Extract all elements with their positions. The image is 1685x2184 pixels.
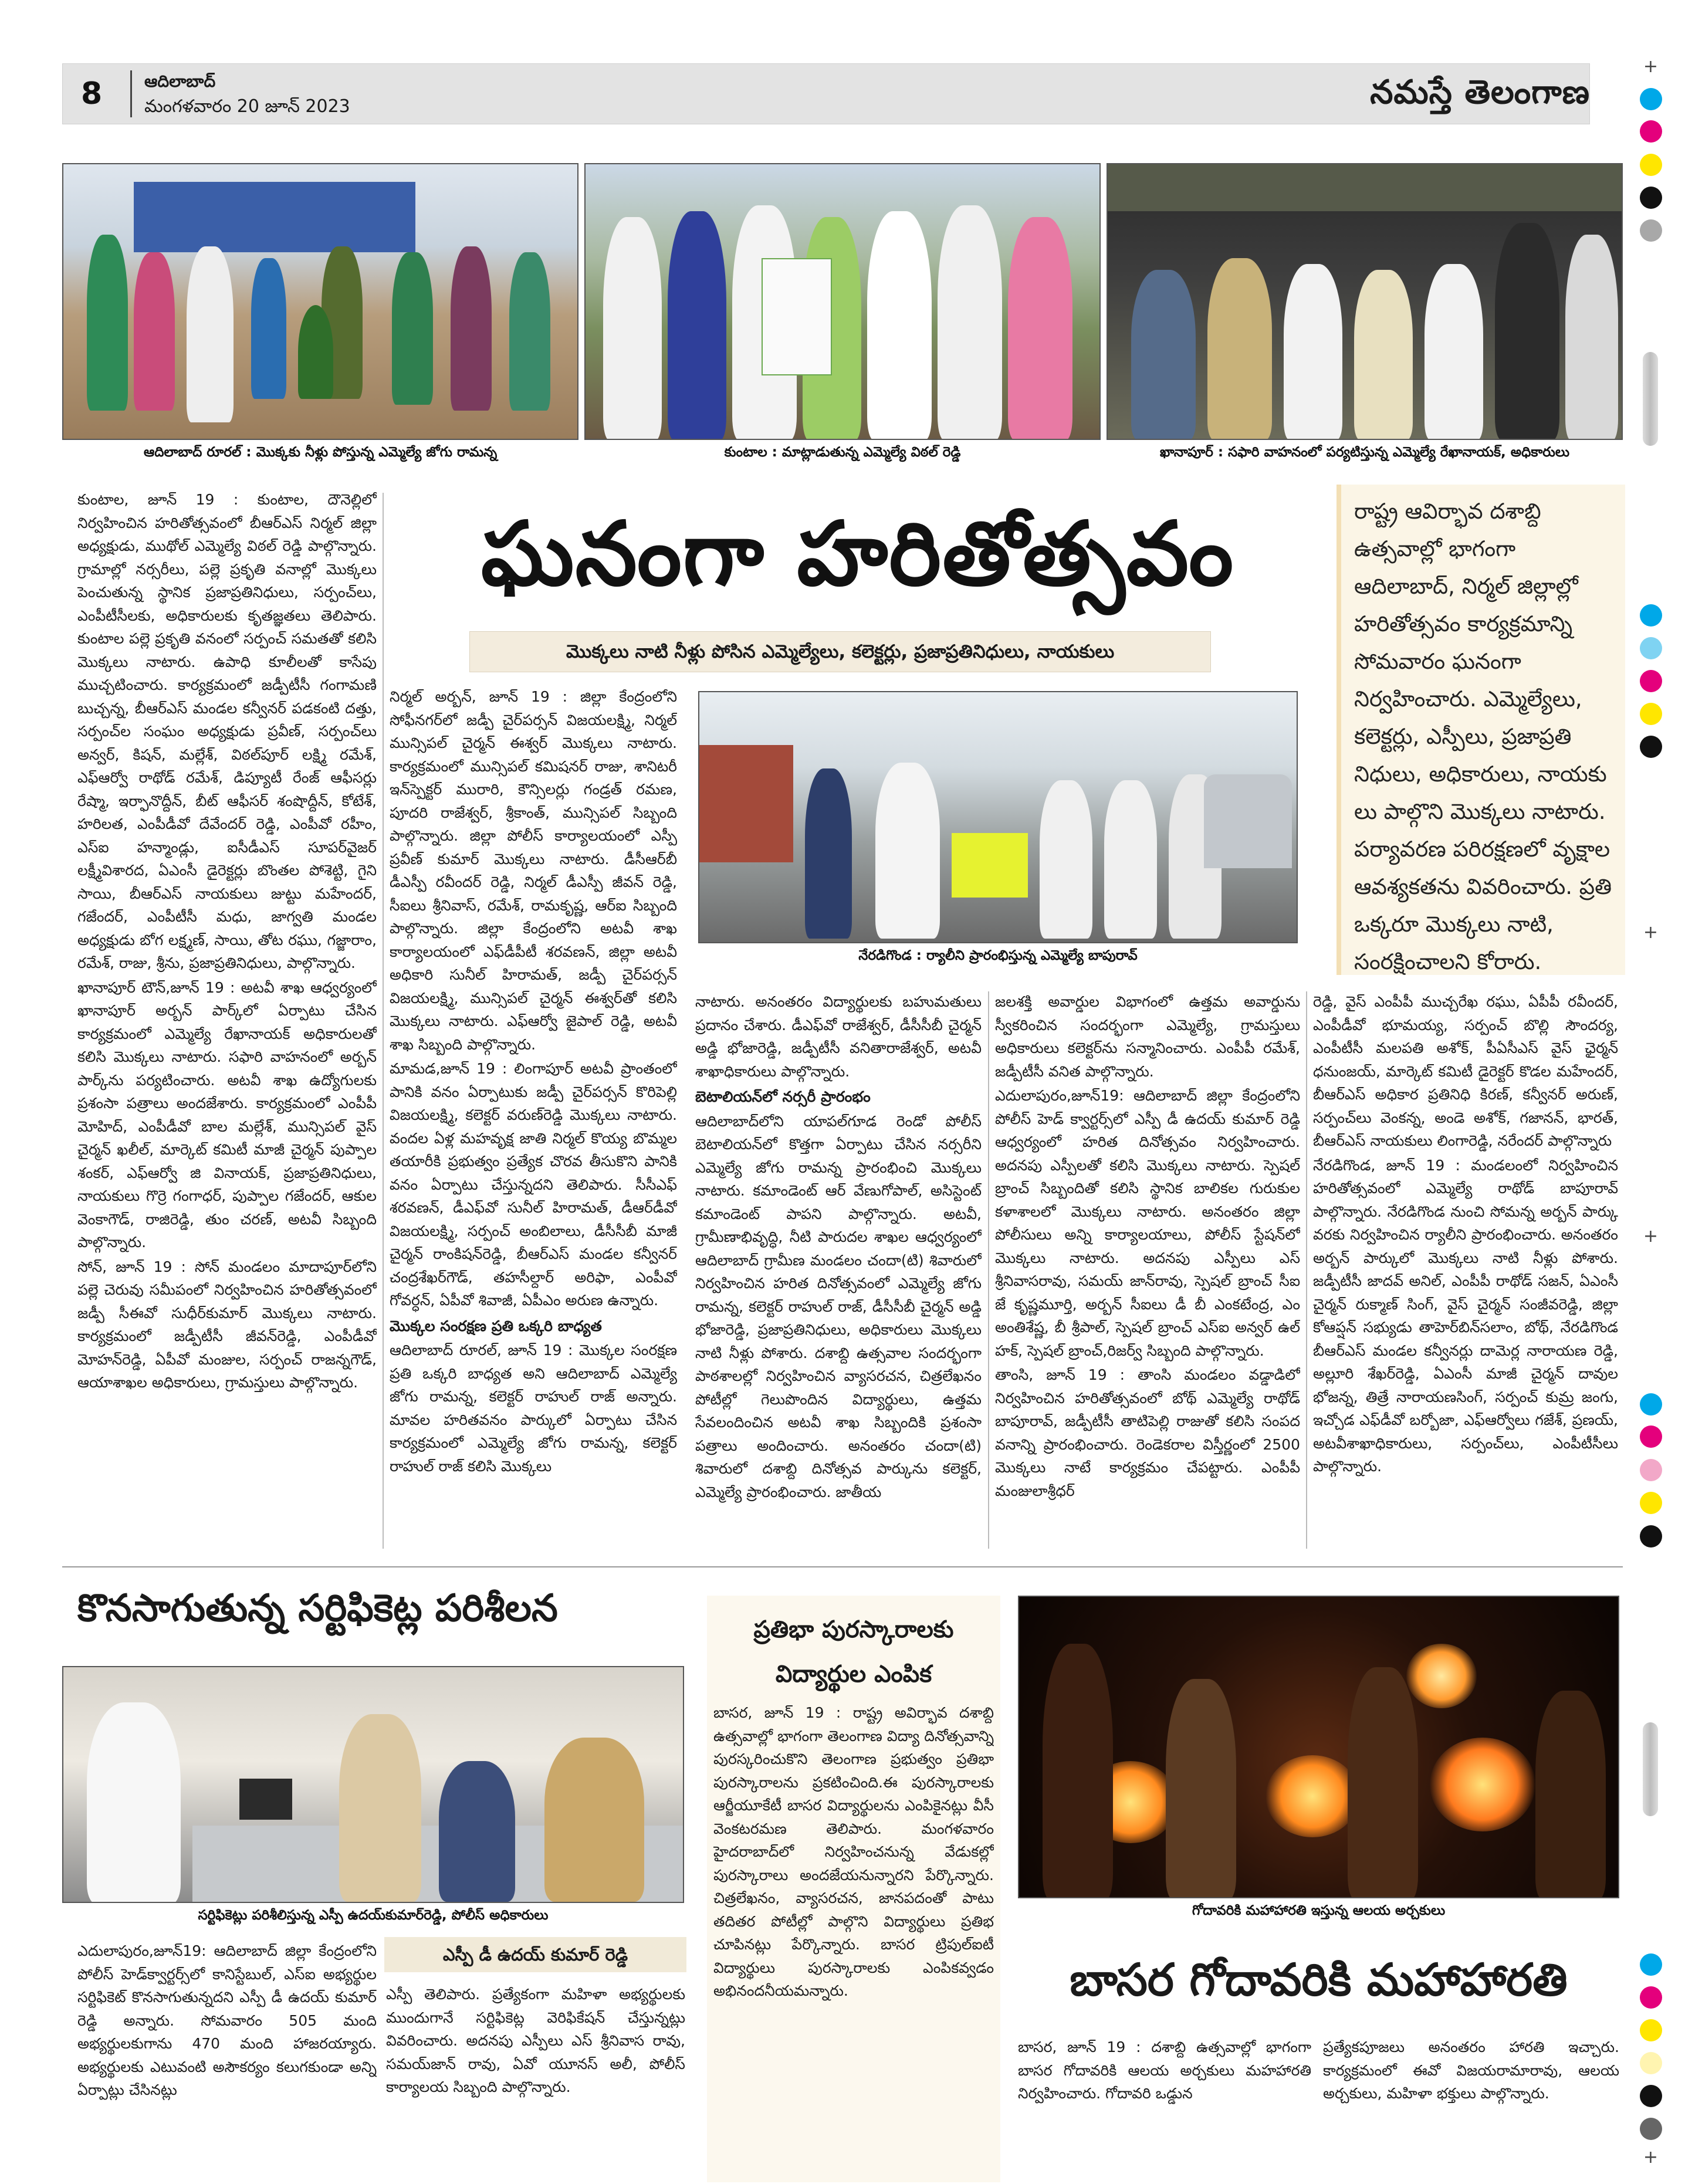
photo-caption: కుంటాల : మాట్లాడుతున్న ఎమ్మెల్యే విఠల్ రెడ్డి bbox=[724, 445, 961, 460]
main-headline: ఘనంగా హరితోత్సవం bbox=[481, 503, 1235, 605]
masthead-logo: నమస్తే తెలంగాణ bbox=[1370, 73, 1590, 111]
crop-plus-icon: + bbox=[1643, 1226, 1658, 1247]
grey-dot-icon bbox=[1640, 219, 1662, 242]
article-paragraph: ఎదులాపురం,జూన్19: ఆదిలాబాద్ జిల్లా కేంద్రంలోని పోలీస్ హెడ్ క్వార్టర్స్‌లో ఎస్పీ డీ ఉదయ్ కుమార్ రెడ్డి ఆధ్వర్యంలో హరిత దినోత్సవం నిర్వహించారు. అదనపు ఎస్పీలతో కలిసి మొక్కలు నాటారు. స్పెషల్ బ్రాంచ్ సిబ్బందితో కలిసి స్థానిక బాలికల గురుకుల కళాశాలలో మొక్కలు నాటారు. అనంతరం జిల్లా పోలీసులు అన్ని కార్యాలయాలు, పోలీస్ స్టేషన్‌లో మొక్కలు నాటారు. అదనపు ఎస్పీలు ఎస్ శ్రీనివాసరావు, సమయ్ జాన్‌రావు, స్పెషల్ బ్రాంచ్ సీఐ జే కృష్ణమూర్తి, అర్బన్ సీఐలు డీ బీ ఎంకటేంద్ర, ఎం అంతిశేష్ణ, బీ శ్రీపాల్, స్పెషల్ బ్రాంచ్ ఎస్‌ఐ అన్వర్ ఉల్ హక్, స్పెషల్ బ్రాంచ్,రిజర్వ్ సిబ్బంది పాల్గొన్నారు. bbox=[995, 1087, 1300, 1359]
magenta-dot-icon bbox=[1640, 1425, 1662, 1448]
article-subheading: మొక్కల సంరక్షణ ప్రతి ఒక్కరి బాధ్యత bbox=[390, 1317, 602, 1335]
award-column bbox=[713, 1701, 994, 2159]
photo-caption: ఆదిలాబాద్ రూరల్ : మొక్కకు నీళ్లు పోస్తున్న ఎమ్మెల్యే జోగు రామన్న bbox=[143, 445, 498, 460]
black-dot-icon bbox=[1640, 187, 1662, 209]
black-dot-icon bbox=[1640, 1525, 1662, 1548]
issue-date: మంగళవారం 20 జూన్ 2023 bbox=[144, 96, 350, 117]
basara-column-b bbox=[1323, 2036, 1619, 2165]
story-summary-box: రాష్ట్ర ఆవిర్భావ దశాబ్ది ఉత్సవాల్లో భాగంగా ఆదిలాబాద్, నిర్మల్ జిల్లాల్లో హరితోత్సవం కార్యక్రమాన్ని సోమవారం ఘనంగా నిర్వహించారు. ఎమ్మెల్యేలు, కలెక్టర్లు, ఎస్పీలు, ప్రజాప్రతి నిధులు, అధికారులు, నాయకు లు పాల్గొని మొక్కలు నాటారు. పర్యావరణ పరిరక్షణలో వృక్షాల ఆవశ్యకతను వివరించారు. ప్రతి ఒక్కరూ మొక్కలు నాటి, సంరక్షించాలని కోరారు. bbox=[1337, 485, 1625, 975]
article-paragraph: రెడ్డి, వైస్ ఎంపీపీ ముచ్చరేఖ రఘు, ఏపీపీ రవీందర్, ఎంపీడీవో భూమయ్య, సర్పంచ్ బొల్లి సౌందర్య, ఎంపీటీసీ మలపతి అశోక్, పీఏసీఎస్ వైస్ ఛైర్మన్ ధనుంజయ్, మార్కెట్ కమిటీ డైరెక్టర్ కొడల మహేందర్, బీఆర్ఎస్ అధికార ప్రతినిధి కిరణ్, కన్వీనర్ అరుణ్, సర్పంచ్‌లు వెంకన్న, అండె అశోక్, గజానన్, భారత్, బీఆర్ఎస్ నాయకులు లింగారెడ్డి, నరేందర్ పాల్గొన్నారు bbox=[1313, 993, 1618, 1149]
yellow-dot-icon bbox=[1640, 2019, 1662, 2041]
monitor-shape bbox=[239, 1779, 292, 1820]
car-shape bbox=[1204, 774, 1292, 868]
cert-headline: కొనసాగుతున్న సర్టిఫికెట్ల పరిశీలన bbox=[77, 1587, 558, 1630]
crop-plus-icon: + bbox=[1643, 2147, 1658, 2168]
flag-shape bbox=[952, 833, 1028, 898]
article-paragraph: ఖానాపూర్ టౌన్,జూన్ 19 : అటవీ శాఖ ఆధ్వర్యంలో ఖానాపూర్ అర్బన్ పార్క్‌లో ఏర్పాటు చేసిన కార్యక్రమంలో ఎమ్మెల్యే రేఖానాయక్ అధికారులతో కలిసి మొక్కలు నాటారు. సఫారి వాహనంలో అర్బన్ పార్క్‌ను పర్యటించారు. అటవీ శాఖ ఉద్యోగులకు ప్రశంసా పత్రాలు అందజేశారు. కార్యక్రమంలో ఎంపీపీ మోహిద్, ఎంపీడీవో బాల మల్లేశ్, మున్సిపల్ వైస్ చైర్మన్ ఖలీల్, మార్కెట్ కమిటీ మాజీ చైర్మన్ పుప్పాల శంకర్, ఎఫ్ఆర్వో జి వినాయక్, ప్రజాప్రతినిధులు, నాయకులు గొర్రె గంగాధర్, పుప్పాల గజేందర్, ఆకుల వెంకాగౌడ్, రాజిరెడ్డి, తుం చరణ్, అటవీ సిబ్బంది పాల్గొన్నారు. bbox=[77, 978, 377, 1251]
article-paragraph: ఎస్పీ తెలిపారు. ప్రత్యేకంగా మహిళా అభ్యర్థులకు ముందుగానే సర్టిఫికెట్ల వెరిఫికేషన్ చేస్తున్నట్లు వివరించారు. అదనపు ఎస్పీలు ఎస్ శ్రీనివాస రావు, సమయ్‌జాన్ రావు, ఏవో యూనస్ అలీ, పోలీస్ కార్యాలయ సిబ్బంది పాల్గొన్నారు. bbox=[386, 1986, 685, 2095]
black-dot-icon bbox=[1640, 736, 1662, 758]
article-column-2 bbox=[390, 685, 677, 1550]
article-paragraph: జలశక్తి అవార్డుల విభాగంలో ఉత్తమ అవార్డును స్వీకరించిన సందర్భంగా ఎమ్మెల్యే, గ్రామస్తులు అధికారులు కలెక్టర్‌ను సన్మానించారు. ఎంపీపీ రమేశ్, జడ్పీటీసీ వనిత పాల్గొన్నారు. bbox=[995, 993, 1300, 1080]
article-paragraph: నాటారు. అనంతరం విద్యార్థులకు బహుమతులు ప్రదానం చేశారు. డీఎఫ్‌వో రాజేశ్వర్, డీసీసీబీ చైర్మన్ అడ్డి భోజారెడ్డి, జడ్పీటీసీ వనితారాజేశ్వర్, అటవీ శాఖాధికారులు పాల్గొన్నారు. bbox=[695, 993, 982, 1080]
article-paragraph: సోన్, జూన్ 19 : సోన్ మండలం మాదాపూర్‌లోని పల్లె చెరువు సమీపంలో నిర్వహించిన హరితోత్సవంలో జడ్పీ సీఈవో సుధీర్‌కుమార్ మొక్కలు నాటారు. కార్యక్రమంలో జడ్పీటీసీ జీవన్‌రెడ్డి, ఎంపీడీవో మోహన్‌రెడ్డి, ఏపీవో మంజుల, సర్పంచ్ రాజన్నగౌడ్, ఆయాశాఖల అధికారులు, గ్రామస్తులు పాల్గొన్నారు. bbox=[77, 1258, 377, 1391]
article-paragraph: ప్రత్యేకపూజలు అనంతరం హారతి ఇచ్చారు. కార్యక్రమంలో ఈవో విజయరామారావు, ఆలయ అర్చకులు, మహిళా భక్తులు పాల్గొన్నారు. bbox=[1323, 2039, 1619, 2102]
yellow-dot-icon bbox=[1640, 703, 1662, 725]
flame-icon bbox=[1266, 1755, 1359, 1837]
article-paragraph: బాసర, జూన్ 19 : రాష్ట్ర అవిర్భావ దశాబ్ది ఉత్సవాల్లో భాగంగా తెలంగాణ విద్యా దినోత్సవాన్ని పురస్కరించుకొని తెలంగాణ ప్రభుత్వం ప్రతిభా పురస్కారాలను ప్రకటించింది.ఈ పురస్కారాలకు ఆర్జీయూకేటీ బాసర విద్యార్థులను ఎంపికైనట్లు వీసీ వెంకటరమణ తెలిపారు. మంగళవారం హైదరాబాద్‌లో నిర్వహించనున్న వేడుకల్లో పురస్కారాలు అందజేయనున్నారని పేర్కొన్నారు. చిత్రలేఖనం, వ్యాసరచన, జానపదంతో పాటు తదితర పోటీల్లో పాల్గొని విద్యార్థులు ప్రతిభ చూపినట్లు పేర్కొన్నారు. బాసర ట్రిపుల్‌ఐటీ విద్యార్థులు పురస్కారాలకు ఎంపికవ్వడం అభినందనీయమన్నారు. bbox=[713, 1704, 994, 1999]
grey-dot-icon bbox=[1640, 2118, 1662, 2140]
cyan-dot-icon bbox=[1640, 1393, 1662, 1416]
photo-kuntala bbox=[584, 163, 1101, 440]
article-paragraph: నిర్మల్ అర్బన్, జూన్ 19 : జిల్లా కేంద్రంలోని సోఫీనగర్‌లో జడ్పీ చైర్‌పర్సన్ విజయలక్ష్మి, నిర్మల్ మున్సిపల్ చైర్మన్ ఈశ్వర్ మొక్కలు నాటారు. కార్యక్రమంలో మున్సిపల్ కమిషనర్ రాజు, శానిటరీ ఇన్‌స్పెక్టర్ మురారి, కౌన్సిలర్లు గండ్రత్ రమణ, పూదరి రాజేశ్వర్, శ్రీకాంత్, మున్సిపల్ సిబ్బంది పాల్గొన్నారు. జిల్లా పోలీస్ కార్యాలయంలో ఎస్పీ ప్రవీణ్ కుమార్ మొక్కలు నాటారు. డీసీఆర్‌బీ డీఎస్పీ రవీందర్ రెడ్డి, నిర్మల్ డీఎస్పీ జీవన్ రెడ్డి, సీఐలు శ్రీనివాస్, రమేశ్, రామకృష్ణ, ఆర్ఐ సిబ్బంది పాల్గొన్నారు. జిల్లా కేంద్రంలోని అటవీ శాఖ కార్యాలయంలో ఎఫ్‌డీపీటీ శరవణన్, జిల్లా అటవీ అధికారి సునీల్ హిరామత్, జడ్పీ చైర్‌పర్సన్ విజయలక్ష్మి, మున్సిపల్ చైర్మన్ ఈశ్వర్‌తో కలిసి మొక్కలు నాటారు. ఎఫ్ఆర్వో జైపాల్ రెడ్డి, అటవీ శాఖ సిబ్బంది పాల్గొన్నారు. bbox=[390, 688, 677, 1053]
article-paragraph: కుంటాల, జూన్ 19 : కుంటాల, దౌనెల్లిలో నిర్వహించిన హరితోత్సవంలో బీఆర్ఎస్ నిర్మల్ జిల్లా అధ్యక్షుడు, ముథోల్ ఎమ్మెల్యే విఠల్ రెడ్డి పాల్గొన్నారు. గ్రామాల్లో నర్సరీలు, పల్లె ప్రకృతి వనాల్లో మొక్కలు పెంచుతున్న స్థానిక ప్రజాప్రతినిధులు, సర్పంచ్‌లు, ఎంపీటీసీలకు, అధికారులకు కృతజ్ఞతలు తెలిపారు. కుంటాల పల్లె ప్రకృతి వనంలో సర్పంచ్ సమతతో కలిసి మొక్కలు నాటారు. ఉపాధి కూలీలతో కాసేపు ముచ్చటించారు. కార్యక్రమంలో జడ్పీటీసీ గంగామణి బుచ్చన్న, బీఆర్ఎస్ మండల కన్వీనర్ పడకంటి దత్తు, సర్పంచ్‌ల సంఘం అధ్యక్షుడు ప్రవీణ్, సర్పంచ్‌లు అన్వర్, కిషన్, మల్లేశ్, విఠల్‌పూర్ లక్ష్మి రమేశ్, ఎఫ్ఆర్వో రాథోడ్ రమేశ్, డిప్యూటీ రేంజ్ ఆఫీసర్లు రేష్మా, ఇర్ఫానొద్దీన్, బీట్ ఆఫీసర్ శంషొద్దీన్, కోటేశ్, హరిలత, ఎంపీడీవో దేవేందర్ రెడ్డి, ఎంపీవో రహీం, ఎస్‌ఐ హన్మాండ్లు, ఐసీడీఎస్ సూపర్‌వైజర్ లక్ష్మీవిశారద, ఏఎంసీ డైరెక్టర్లు బొంతల పోశెట్టి, గైని సాయి, బీఆర్ఎస్ నాయకులు జుట్టు మహేందర్, గజేందర్, ఎంపీటీసీ మధు, జాగ్వతి మండల అధ్యక్షుడు బోగ లక్ష్మణ్, సాయి, తోట రఘు, గజ్జారాం, రమేశ్, రాజు, శ్రీను, ప్రజాప్రతినిధులు, పాల్గొన్నారు. bbox=[77, 491, 377, 971]
magenta-dot-icon bbox=[1640, 670, 1662, 692]
article-paragraph: మామడ,జూన్ 19 : లింగాపూర్ అటవీ ప్రాంతంలో పానికి వనం ఏర్పాటుకు జడ్పీ చైర్‌పర్సన్ కొరిపెల్లి విజయలక్ష్మి, కలెక్టర్ వరుణ్‌రెడ్డి మొక్కలు నాటారు. వందల ఏళ్ల మహవృక్ష జాతి నిర్మల్ కొయ్య బొమ్మల తయారీకి ప్రభుత్వం ప్రత్యేక చొరవ తీసుకొని పానికి వనం ఏర్పాటు చేస్తున్నదని తెలిపారు. సీసీఎఫ్ శరవణన్, డీఎఫ్‌వో సునీల్ హిరామత్, డీఆర్‌డీవో విజయలక్ష్మి, సర్పంచ్ అంబిలాలు, డీసీసీబీ మాజీ చైర్మన్ రాంకిషన్‌రెడ్డి, బీఆర్ఎస్ మండల కన్వీనర్ చంద్రశేఖర్‌గౌడ్, తహసీల్దార్ అరిఫా, ఎంపీవో గోవర్ధన్, ఏపీవో శివాజీ, ఏపీఎం అరుణ ఉన్నారు. bbox=[390, 1060, 677, 1309]
magenta-dot-icon bbox=[1640, 1986, 1662, 2009]
pale-yellow-dot-icon bbox=[1640, 2052, 1662, 2074]
photo-adilabad-rural bbox=[62, 163, 578, 440]
sp-name-label: ఎస్పీ డీ ఉదయ్ కుమార్ రెడ్డి bbox=[384, 1937, 686, 1972]
photo-caption: నేరడిగొండ : ర్యాలీని ప్రారంభిస్తున్న ఎమ్మెల్యే బాపురావ్ bbox=[858, 948, 1138, 963]
basara-headline: బాసర గోదావరికి మహాహారతి bbox=[1070, 1953, 1568, 2006]
photo-godavari-aarti bbox=[1018, 1596, 1619, 1898]
article-paragraph: బాసర, జూన్ 19 : దశాబ్ది ఉత్సవాల్లో భాగంగా బాసర గోదావరికి ఆలయ అర్చకులు మహహారతి నిర్వహించారు. గోదావరి ఒడ్డున bbox=[1018, 2039, 1311, 2102]
article-paragraph: నేరడిగొండ, జూన్ 19 : మండలంలో నిర్వహించిన హరితోత్సవంలో ఎమ్మెల్యే రాథోడ్ బాపూరావ్ పాల్గొన్నారు. నేరడిగొండ నుంచి సోమన్న అర్బన్ పార్కు వరకు నిర్వహించిన ర్యాలీని ప్రారంభించారు. అనంతరం అర్బన్ పార్కులో మొక్కలు నాటి నీళ్లు పోశారు. జడ్పీటీసీ జాదవ్ అనిల్, ఎంపీపీ రాథోడ్ సజన్, ఏఎంసీ చైర్మన్ రుక్మాణ్ సింగ్, వైస్ చైర్మన్ సంజీవరెడ్డి, జిల్లా కోఆప్షన్ సభ్యుడు తాహెర్‌బిన్‌సలాం, బోథ్, నేరడిగొండ బీఆర్ఎస్ మండల కన్వీనర్లు దామెర్ల నారాయణ రెడ్డి, అల్లూరి శేఖర్‌రెడ్డి, ఏఎంసీ మాజీ చైర్మన్ దావుల భోజన్న, తిత్రే నారాయణసింగ్, సర్పంచ్ కుమ్ర జంగు, ఇచ్చోడ ఎఫ్‌డీవో బర్బోజా, ఎఫ్ఆర్వోలు గజేశ్, ప్రణయ్, అటవీశాఖాధికారులు, సర్పంచ్‌లు, ఎంపీటీసీలు పాల్గొన్నారు. bbox=[1313, 1156, 1618, 1475]
yellow-dot-icon bbox=[1640, 154, 1662, 176]
article-column-5 bbox=[1313, 990, 1618, 1550]
crop-plus-icon: + bbox=[1643, 56, 1658, 77]
column-rule bbox=[988, 991, 989, 1549]
photo-caption: ఖానాపూర్ : సఫారి వాహనంలో పర్యటిస్తున్న ఎమ్మెల్యే రేఖానాయక్, అధికారులు bbox=[1159, 445, 1570, 460]
photo-caption: గోదావరికి మహాహారతి ఇస్తున్న ఆలయ అర్చకులు bbox=[1192, 1903, 1446, 1918]
truck-shape bbox=[699, 745, 793, 862]
column-rule bbox=[383, 493, 384, 1549]
district-name: ఆదిలాబాద్ bbox=[144, 72, 216, 91]
registration-bar-icon bbox=[1643, 1722, 1658, 1816]
column-rule bbox=[1306, 991, 1307, 1549]
basara-column-a bbox=[1018, 2036, 1311, 2165]
cyan-dot-icon bbox=[1640, 88, 1662, 110]
article-column-1 bbox=[77, 488, 377, 1550]
vehicle-roof bbox=[1108, 164, 1623, 211]
article-paragraph: ఆదిలాబాద్ రూరల్, జూన్ 19 : మొక్కల సంరక్షణ ప్రతి ఒక్కరి బాధ్యత అని ఆదిలాబాద్ ఎమ్మెల్యే జోగు రామన్న, కలెక్టర్ రాహుల్ రాజ్ అన్నారు. మావల హరితవనం పార్కులో ఏర్పాటు చేసిన కార్యక్రమంలో ఎమ్మెల్యే జోగు రామన్న, కలెక్టర్ రాహుల్ రాజ్ కలిసి మొక్కలు bbox=[390, 1342, 677, 1475]
cyan-dot-icon bbox=[1640, 1953, 1662, 1976]
light-cyan-dot-icon bbox=[1640, 637, 1662, 659]
article-column-3 bbox=[695, 990, 982, 1550]
article-paragraph: తాంసి, జూన్ 19 : తాంసి మండలం వడ్డాడిలో నిర్వహించిన హరితోత్సవంలో బోథ్ ఎమ్మెల్యే రాథోడ్ బాపూరావ్, జడ్పీటీసీ తాటిపెల్లి రాజుతో కలిసి సంపద వనాన్ని ప్రారంభించారు. రెండెకరాల విస్తీర్ణంలో 2500 మొక్కలు నాటే కార్యక్రమం చేపట్టారు. ఎంపీపీ మంజులాశ్రీధర్ bbox=[995, 1366, 1300, 1499]
section-divider bbox=[62, 1566, 1623, 1567]
magenta-dot-icon bbox=[1640, 120, 1662, 143]
flame-icon bbox=[1406, 1644, 1477, 1708]
banner-shape bbox=[762, 258, 832, 375]
photo-caption: సర్టిఫికెట్లు పరిశీలిస్తున్న ఎస్పీ ఉదయ్‌కుమార్‌రెడ్డి, పోలీస్ అధికారులు bbox=[198, 1908, 549, 1923]
award-headline: ప్రతిభా పురస్కారాలకు విద్యార్థుల ఎంపిక bbox=[753, 1616, 954, 1688]
sapling-shape bbox=[298, 305, 333, 399]
main-subheadline: మొక్కలు నాటి నీళ్లు పోసిన ఎమ్మెల్యేలు, కలెక్టర్లు, ప్రజాప్రతినిధులు, నాయకులు bbox=[469, 631, 1211, 672]
cert-column-a bbox=[77, 1939, 377, 2162]
cert-column-b bbox=[386, 1983, 685, 2162]
article-subheading: బెటాలియన్‌లో నర్సరీ ప్రారంభం bbox=[695, 1088, 871, 1105]
black-dot-icon bbox=[1640, 2085, 1662, 2107]
crop-plus-icon: + bbox=[1643, 922, 1658, 943]
photo-khanapur-safari bbox=[1107, 163, 1623, 440]
yellow-dot-icon bbox=[1640, 1492, 1662, 1514]
building-shape bbox=[134, 182, 415, 252]
header-divider bbox=[130, 70, 132, 117]
registration-bar-icon bbox=[1643, 352, 1658, 446]
article-paragraph: ఆదిలాబాద్‌లోని యాపల్‌గూడ రెండో పోలీస్ బెటాలియన్‌లో కొత్తగా ఏర్పాటు చేసిన నర్సరీని ఎమ్మెల్యే జోగు రామన్న ప్రారంభించి మొక్కలు నాటారు. కమాండెంట్ ఆర్ వేణుగోపాల్, అసిస్టెంట్ కమాండెంట్ పాపని పాల్గొన్నారు. అటవీ, గ్రామీణాభివృద్ధి, నీటి పారుదల శాఖల ఆధ్వర్యంలో ఆదిలాబాద్ గ్రామీణ మండలం చందా(టి) శివారులో నిర్వహించిన హరిత దినోత్సవంలో ఎమ్మెల్యే జోగు రామన్న, కలెక్టర్ రాహుల్ రాజ్, డీసీసీబీ చైర్మన్ అడ్డి భోజారెడ్డి, ప్రజాప్రతినిధులు, అధికారులు మొక్కలు నాటి నీళ్లు పోశారు. దశాబ్ది ఉత్సవాల సందర్భంగా పాఠశాలల్లో నిర్వహించిన వ్యాసరచన, చిత్రలేఖనం పోటీల్లో గెలుపొందిన విద్యార్థులు, ఉత్తమ సేవలందించిన అటవీ శాఖ సిబ్బందికి ప్రశంసా పత్రాలు అందించారు. అనంతరం చందా(టి) శివారులో దశాబ్ది దినోత్సవ పార్కును కలెక్టర్, ఎమ్మెల్యే ప్రారంభించారు. జాతీయ bbox=[695, 1112, 982, 1501]
page-number: 8 bbox=[81, 76, 103, 111]
photo-certificate-verification bbox=[62, 1666, 684, 1903]
cyan-dot-icon bbox=[1640, 604, 1662, 627]
flame-icon bbox=[1430, 1738, 1535, 1831]
article-column-4 bbox=[995, 990, 1300, 1550]
article-paragraph: ఎదులాపురం,జూన్19: ఆదిలాబాద్ జిల్లా కేంద్రంలోని పోలీస్ హెడ్‌క్వార్టర్స్‌లో కానిస్టేబుల్, ఎస్‌ఐ అభ్యర్థుల సర్టిఫికెట్ కొనసాగుతున్నదని ఎస్పీ డీ ఉదయ్ కుమార్ రెడ్డి అన్నారు. సోమవారం 505 మంది అభ్యర్థులకుగాను 470 మంది హాజరయ్యారు. అభ్యర్థులకు ఎటువంటి అసౌకర్యం కలుగకుండా అన్ని ఏర్పాట్లు చేసినట్లు bbox=[77, 1942, 377, 2098]
photo-neradigonda-rally bbox=[698, 691, 1298, 943]
pink-dot-icon bbox=[1640, 1459, 1662, 1481]
